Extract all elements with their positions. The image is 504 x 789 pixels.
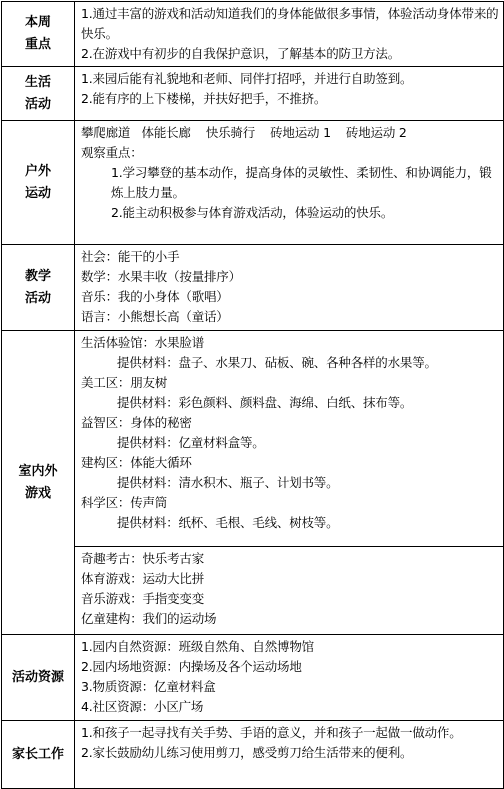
row-weekly-focus [2, 2, 504, 67]
row-games-indoor [2, 331, 504, 547]
area-title-4: 建构区：体能大循环 [81, 455, 192, 470]
label-outdoor-sports [2, 121, 75, 245]
teaching-line-3: 音乐：我的小身体（歌唱） [81, 289, 229, 304]
resource-line-1: 1.园内自然资源：班级自然角、自然博物馆 [81, 639, 314, 654]
life-line-2: 2.能有序的上下楼梯，并扶好把手，不推挤。 [81, 91, 327, 106]
game-line-3: 音乐游戏：手指变变变 [81, 591, 205, 606]
content-parent-work [75, 721, 504, 789]
outdoor-focus-title: 观察重点： [81, 145, 143, 160]
teaching-line-1: 社会：能干的小手 [81, 249, 180, 264]
label-weekly-focus-1: 本周 [24, 15, 51, 30]
content-weekly-focus [75, 2, 504, 67]
label-teaching-1: 教学 [24, 268, 51, 284]
outdoor-activities: 攀爬廊道 体能长廊 快乐骑行 砖地运动 1 砖地运动 2 [81, 125, 407, 140]
parent-line-1: 1.和孩子一起寻找有关手势、手语的意义，并和孩子一起做一做动作。 [81, 725, 462, 740]
area-title-5: 科学区：传声筒 [81, 495, 168, 510]
label-teaching-activity [2, 245, 75, 331]
outdoor-focus-1: 1.学习攀登的基本动作，提高身体的灵敏性、柔韧性、和协调能力，锻炼上肢力量。 [111, 165, 492, 200]
area-title-2: 美工区：朋友树 [81, 375, 168, 390]
label-games-1: 室内外 [18, 463, 58, 479]
area-materials-4: 提供材料：清水积木、瓶子、计划书等。 [117, 475, 339, 490]
content-teaching-activity [75, 245, 504, 331]
label-weekly-focus [2, 2, 75, 67]
row-games-outdoor [2, 547, 504, 635]
label-teaching-2: 活动 [24, 290, 51, 306]
label-outdoor-1: 户外 [24, 163, 51, 179]
area-materials-3: 提供材料：亿童材料盒等。 [117, 435, 265, 450]
label-life-activity [2, 67, 75, 121]
game-line-1: 奇趣考古：快乐考古家 [81, 551, 205, 566]
game-line-4: 亿童建构：我们的运动场 [81, 611, 217, 626]
game-line-2: 体育游戏：运动大比拼 [81, 571, 205, 586]
resource-line-4: 4.社区资源：小区广场 [81, 699, 204, 714]
content-resources [75, 635, 504, 721]
label-life-1: 生活 [24, 74, 51, 90]
label-games-2: 游戏 [24, 485, 51, 501]
label-games [2, 331, 75, 635]
content-games-indoor [75, 331, 504, 547]
focus-line-1: 1.通过丰富的游戏和活动知道我们的身体能做很多事情，体验活动身体带来的快乐。 [81, 6, 499, 41]
row-parent-work [2, 721, 504, 789]
row-resources [2, 635, 504, 721]
area-title-1: 生活体验馆：水果脸谱 [81, 335, 205, 350]
resource-line-2: 2.园内场地资源：内操场及各个运动场地 [81, 659, 302, 674]
label-parent-work: 家长工作 [2, 721, 75, 789]
weekly-plan-table [1, 1, 504, 789]
parent-line-2: 2.家长鼓励幼儿练习使用剪刀，感受剪刀给生活带来的便利。 [81, 745, 413, 760]
teaching-line-2: 数学：水果丰收（按量排序） [81, 269, 241, 284]
area-materials-2: 提供材料：彩色颜料、颜料盘、海绵、白纸、抹布等。 [117, 395, 413, 410]
area-materials-5: 提供材料：纸杯、毛根、毛线、树枝等。 [117, 515, 339, 530]
content-games-outdoor [75, 547, 504, 635]
label-resources: 活动资源 [2, 635, 75, 721]
row-teaching-activity [2, 245, 504, 331]
label-life-2: 活动 [24, 96, 51, 112]
label-outdoor-2: 运动 [24, 185, 51, 201]
label-weekly-focus-2: 重点 [24, 37, 51, 52]
area-title-3: 益智区：身体的秘密 [81, 415, 192, 430]
area-materials-1: 提供材料：盘子、水果刀、砧板、碗、各种各样的水果等。 [117, 355, 437, 370]
row-outdoor-sports [2, 121, 504, 245]
life-line-1: 1.来园后能有礼貌地和老师、同伴打招呼，并进行自助签到。 [81, 71, 413, 86]
row-life-activity [2, 67, 504, 121]
content-outdoor-sports [75, 121, 504, 245]
outdoor-focus-2: 2.能主动积极参与体育游戏活动，体验运动的快乐。 [111, 205, 394, 220]
focus-line-2: 2.在游戏中有初步的自我保护意识，了解基本的防卫方法。 [81, 46, 401, 61]
content-life-activity [75, 67, 504, 121]
teaching-line-4: 语言：小熊想长高（童话） [81, 309, 229, 324]
resource-line-3: 3.物质资源：亿童材料盒 [81, 679, 216, 694]
